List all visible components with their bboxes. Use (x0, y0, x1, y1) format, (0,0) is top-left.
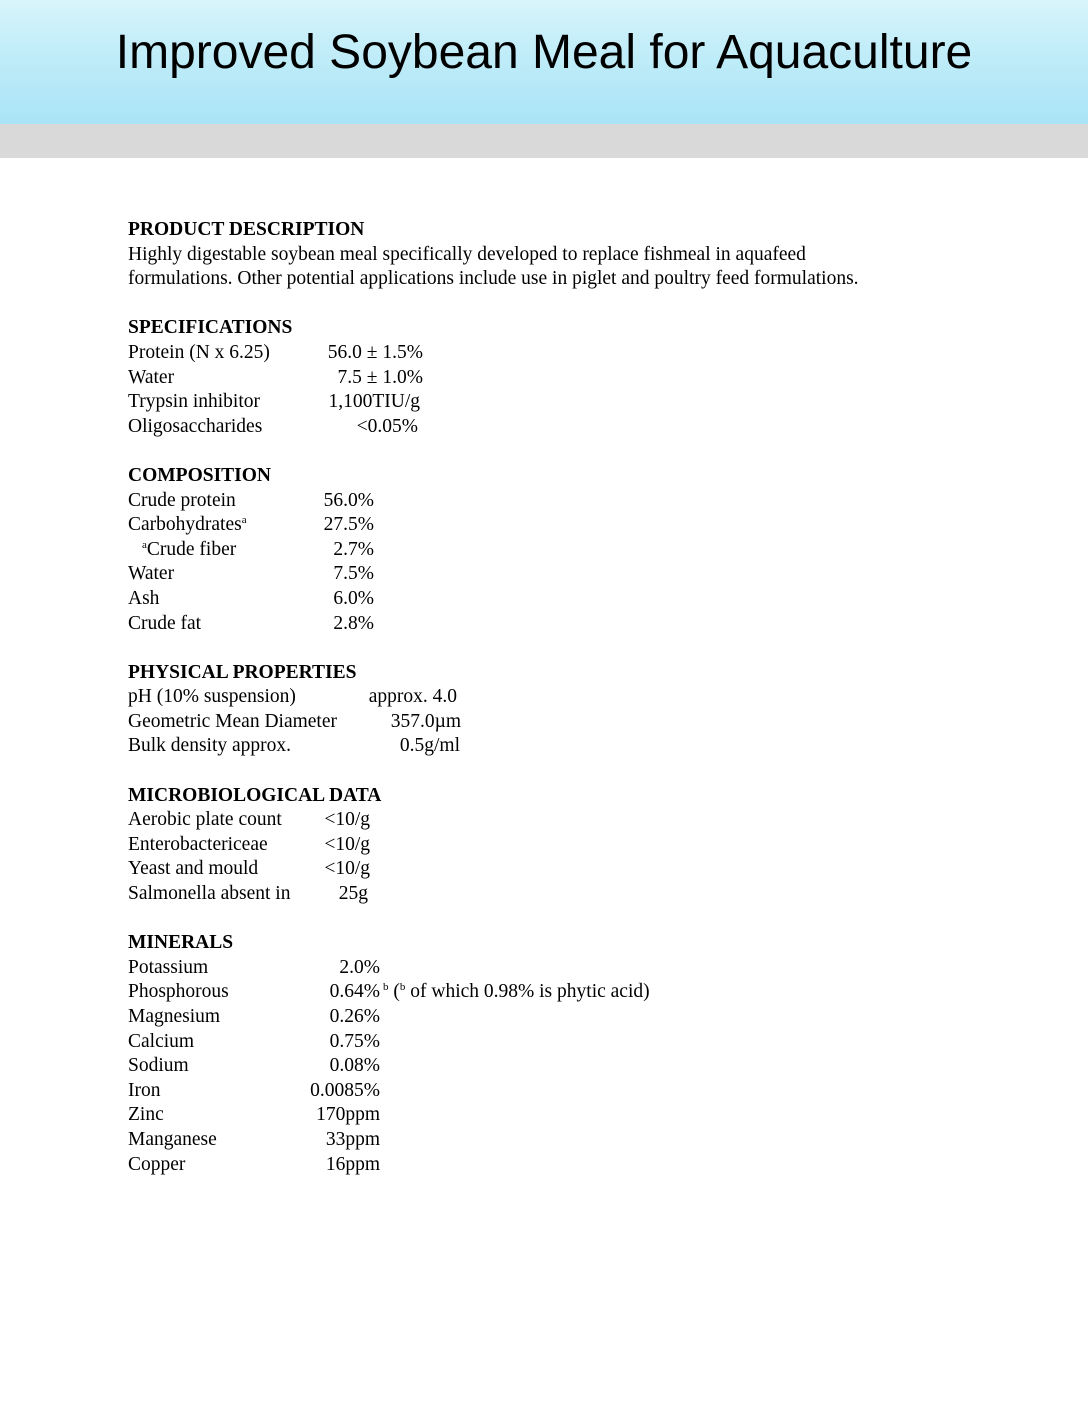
mineral-row-calcium (128, 1030, 1028, 1055)
mineral-row-magnesium (128, 1005, 1028, 1030)
micro-row-salmonella (128, 882, 1028, 907)
micro-value: <10/g (324, 833, 370, 855)
micro-label: Aerobic plate count (128, 809, 282, 831)
mineral-value: 0.26% (329, 1006, 380, 1027)
microbiological-data-section (128, 784, 1028, 907)
mineral-label: Phosphorous (128, 981, 229, 1003)
mineral-label: Copper (128, 1153, 186, 1175)
mineral-row-zinc (128, 1103, 1028, 1128)
physical-value: 357.0µm (390, 710, 461, 732)
micro-row-aerobic (128, 808, 1028, 833)
composition-row-crude-protein (128, 489, 1028, 514)
spec-row-trypsin (128, 390, 1028, 415)
specifications-heading: SPECIFICATIONS (128, 317, 293, 339)
mineral-label: Calcium (128, 1030, 195, 1052)
physical-row-bulk-density (128, 734, 1028, 759)
composition-label: Crude protein (128, 489, 236, 511)
minerals-heading: MINERALS (128, 932, 234, 954)
micro-value: <10/g (324, 809, 370, 831)
micro-value: <10/g (324, 858, 370, 880)
spec-value: <0.05% (356, 415, 418, 437)
composition-row-carbohydrates (128, 513, 1028, 538)
composition-label: Water (128, 563, 175, 585)
mineral-value: 2.0% (339, 956, 380, 978)
mineral-row-manganese (128, 1128, 1028, 1153)
physical-row-ph (128, 685, 1028, 710)
minerals-section (128, 931, 1028, 1177)
microbiological-data-heading: MICROBIOLOGICAL DATA (128, 784, 382, 806)
page-title: Improved Soybean Meal for Aquaculture (115, 26, 973, 79)
composition-value: 2.8% (333, 612, 374, 634)
composition-value: 27.5% (323, 514, 374, 536)
spec-row-protein (128, 341, 1028, 366)
composition-value: 56.0% (323, 489, 374, 511)
spec-value: 1,100TIU/g (328, 391, 420, 413)
micro-label: Enterobactericeae (128, 833, 268, 855)
physical-row-mean-diameter (128, 710, 1028, 735)
mineral-label: Manganese (128, 1128, 217, 1150)
mineral-value: 0.64% (329, 981, 380, 1003)
composition-value: 7.5% (333, 563, 374, 585)
physical-value: 0.5g/ml (399, 735, 460, 757)
mineral-row-copper (128, 1153, 1028, 1178)
product-description-line-1: Highly digestable soybean meal specifically developed to replace fishmeal in aquafeed (128, 243, 806, 265)
physical-label: Geometric Mean Diameter (128, 710, 337, 732)
composition-row-water (128, 562, 1028, 587)
micro-label: Salmonella absent in (128, 883, 291, 905)
product-description-heading: PRODUCT DESCRIPTION (128, 219, 365, 240)
composition-label-wrap (142, 538, 236, 563)
mineral-label: Potassium (128, 956, 209, 978)
composition-row-crude-fat (128, 612, 1028, 637)
composition-label: Crude fat (128, 612, 202, 634)
spec-row-oligosaccharides (128, 415, 1028, 440)
physical-properties-heading: PHYSICAL PROPERTIES (128, 661, 357, 683)
spec-label: Protein (N x 6.25) (128, 341, 270, 363)
specifications-section (128, 316, 1028, 439)
mineral-value: 170ppm (316, 1104, 380, 1126)
composition-value: 2.7% (333, 538, 374, 560)
composition-label: Crude fiber (146, 538, 237, 560)
mineral-row-sodium (128, 1054, 1028, 1079)
spec-label: Water (128, 366, 175, 388)
physical-label: pH (10% suspension) (128, 686, 296, 708)
mineral-value: 33ppm (325, 1128, 380, 1150)
spec-label: Oligosaccharides (128, 415, 263, 437)
footnote-marker: a (142, 538, 147, 551)
micro-row-yeast-mould (128, 857, 1028, 882)
mineral-value: 0.0085% (310, 1079, 380, 1101)
physical-properties-section (128, 661, 1028, 759)
title-banner (0, 0, 1088, 124)
composition-value: 6.0% (333, 587, 374, 609)
footnote-marker: b (399, 981, 406, 994)
document-body (128, 218, 1028, 1202)
mineral-row-phosphorous (128, 980, 1028, 1005)
physical-label: Bulk density approx. (128, 735, 292, 757)
spec-value: 56.0 ± 1.5% (327, 341, 423, 363)
mineral-row-potassium (128, 956, 1028, 981)
mineral-label: Iron (128, 1079, 161, 1101)
product-description-line-2: formulations. Other potential applications include use in piglet and poultry feed formulations. (128, 268, 859, 290)
mineral-label: Magnesium (128, 1006, 221, 1027)
micro-row-enterobactericeae (128, 833, 1028, 858)
spec-label: Trypsin inhibitor (128, 391, 261, 413)
footnote-text: of which 0.98% is phytic acid) (405, 981, 650, 1003)
micro-label: Yeast and mould (128, 858, 259, 880)
mineral-value: 0.08% (329, 1055, 380, 1077)
footnote-open-paren: ( (393, 981, 400, 1003)
composition-row-ash (128, 587, 1028, 612)
composition-label: Carbohydrates (128, 514, 242, 536)
composition-section (128, 464, 1028, 636)
composition-row-crude-fiber (128, 538, 1028, 563)
footnote-marker: a (241, 514, 247, 527)
mineral-label: Sodium (128, 1055, 189, 1077)
composition-heading: COMPOSITION (128, 464, 272, 486)
grey-divider-band (0, 124, 1088, 158)
composition-label-wrap (128, 513, 247, 538)
micro-value: 25g (338, 883, 368, 905)
mineral-value: 16ppm (325, 1153, 380, 1175)
product-description-section (128, 218, 1028, 292)
composition-label: Ash (128, 587, 160, 609)
mineral-value: 0.75% (329, 1030, 380, 1052)
phosphorous-footnote (383, 980, 650, 1005)
physical-value: approx. 4.0 (368, 686, 457, 708)
spec-row-water (128, 366, 1028, 391)
mineral-label: Zinc (128, 1104, 164, 1126)
mineral-row-iron (128, 1079, 1028, 1104)
footnote-marker: b (383, 981, 389, 994)
spec-value: 7.5 ± 1.0% (337, 366, 423, 388)
